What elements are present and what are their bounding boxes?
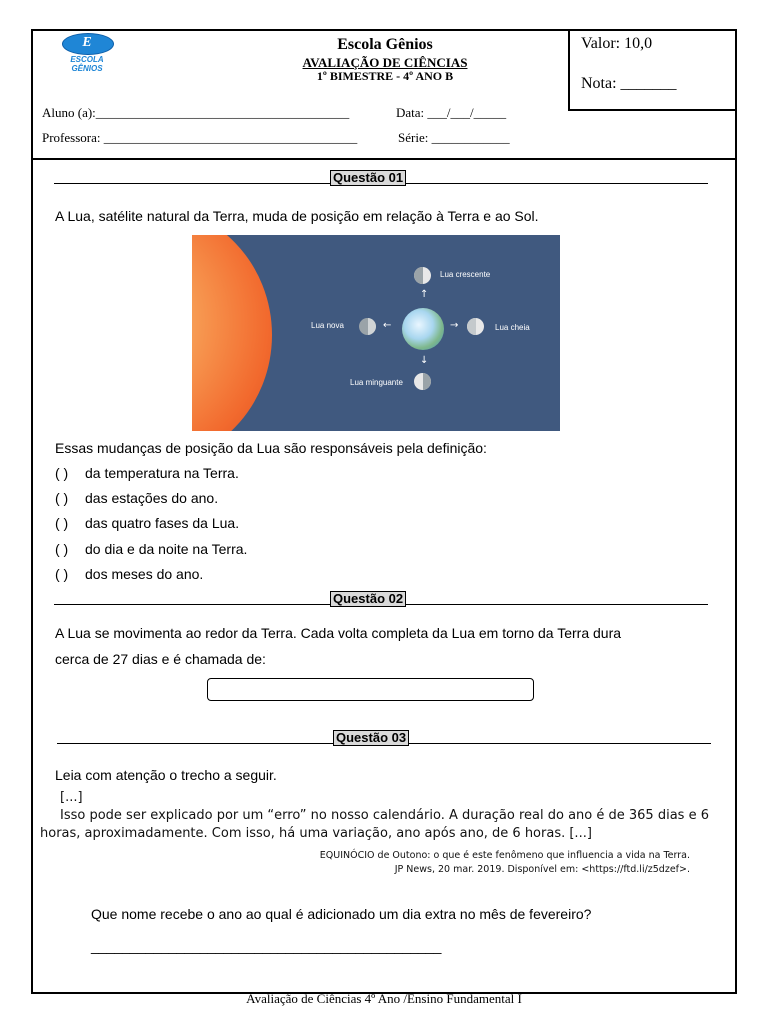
exam-title: AVALIAÇÃO DE CIÊNCIAS	[302, 55, 468, 70]
moon-phases-figure	[192, 235, 560, 431]
q3-source-line-2: JP News, 20 mar. 2019. Disponível em: <https://ftd.li/z5dzef>.	[394, 864, 690, 875]
moon-crescent-icon	[414, 267, 431, 284]
q2-line-2: cerca de 27 dias e é chamada de:	[55, 651, 266, 667]
q1-statement: A Lua, satélite natural da Terra, muda de posição em relação à Terra e ao Sol.	[55, 208, 539, 224]
q3-ellipsis: [...]	[60, 790, 83, 805]
question-03-label: Questão 03	[333, 730, 409, 746]
question-02-header	[54, 591, 708, 607]
logo-text	[52, 55, 122, 73]
checkbox[interactable]: ( )	[55, 465, 69, 481]
earth-image	[402, 308, 444, 350]
logo-line-2: GÊNIOS	[71, 64, 103, 73]
question-02-label: Questão 02	[330, 591, 406, 607]
checkbox[interactable]: ( )	[55, 515, 69, 531]
arrow-down-icon: ↓	[420, 355, 429, 366]
q3-answer-line[interactable]: _____________________________________________	[91, 938, 442, 954]
arrow-up-icon: ↑	[420, 289, 429, 300]
date-field[interactable]: Data: ___/___/_____	[396, 105, 507, 120]
q1-option-3[interactable]	[55, 515, 239, 531]
option-text: dos meses do ano.	[85, 566, 204, 582]
exam-period: 1º BIMESTRE - 4º ANO B	[316, 69, 454, 83]
label-crescent: Lua crescente	[440, 270, 491, 279]
option-text: da temperatura na Terra.	[85, 465, 239, 481]
footer-text: Avaliação de Ciências 4º Ano /Ensino Fundamental I	[246, 991, 522, 1006]
q2-line-1: A Lua se movimenta ao redor da Terra. Cada volta completa da Lua em torno da Terra dura	[55, 625, 622, 641]
nota-field[interactable]: Nota: _______	[581, 75, 677, 92]
q3-source-line-1: EQUINÓCIO de Outono: o que é este fenômeno que influencia a vida na Terra.	[319, 850, 690, 861]
checkbox[interactable]: ( )	[55, 490, 69, 506]
q1-option-1[interactable]	[55, 465, 239, 481]
valor-text: Valor: 10,0	[581, 35, 653, 52]
school-name: Escola Gênios	[337, 36, 433, 53]
arrow-left-icon: ←	[383, 320, 392, 331]
sun-image	[192, 235, 272, 431]
arrow-right-icon: →	[450, 320, 459, 331]
q1-option-5[interactable]	[55, 566, 203, 582]
logo-letter: E	[82, 35, 92, 50]
q3-excerpt-line-1: Isso pode ser explicado por um “erro” no nosso calendário. A duração real do ano é de 365 dias e 6	[60, 808, 709, 823]
label-new: Lua nova	[311, 321, 344, 330]
q3-excerpt-line-2: horas, aproximadamente. Com isso, há uma variação, ano após ano, de 6 horas. [...]	[40, 826, 592, 841]
moon-full-icon	[467, 318, 484, 335]
student-name-field[interactable]: Aluno (a):_______________________________________	[42, 105, 350, 120]
q1-prompt: Essas mudanças de posição da Lua são responsáveis pela definição:	[55, 440, 487, 456]
q3-intro: Leia com atenção o trecho a seguir.	[55, 767, 277, 783]
grade-field[interactable]: Série: ____________	[398, 130, 510, 145]
question-01-header	[54, 170, 708, 186]
label-waning: Lua minguante	[350, 378, 403, 387]
moon-new-icon	[359, 318, 376, 335]
q2-answer-box[interactable]	[207, 678, 534, 701]
q3-question: Que nome recebe o ano ao qual é adicionado um dia extra no mês de fevereiro?	[91, 906, 592, 922]
checkbox[interactable]: ( )	[55, 541, 69, 557]
logo-line-1: ESCOLA	[70, 55, 104, 64]
question-03-header	[57, 730, 711, 746]
option-text: do dia e da noite na Terra.	[85, 541, 248, 557]
label-full: Lua cheia	[495, 323, 530, 332]
moon-waning-icon	[414, 373, 431, 390]
option-text: das estações do ano.	[85, 490, 219, 506]
checkbox[interactable]: ( )	[55, 566, 69, 582]
q1-option-2[interactable]	[55, 490, 218, 506]
option-text: das quatro fases da Lua.	[85, 515, 240, 531]
q1-option-4[interactable]	[55, 541, 247, 557]
teacher-field[interactable]: Professora: _______________________________________	[42, 130, 358, 145]
question-01-label: Questão 01	[330, 170, 406, 186]
